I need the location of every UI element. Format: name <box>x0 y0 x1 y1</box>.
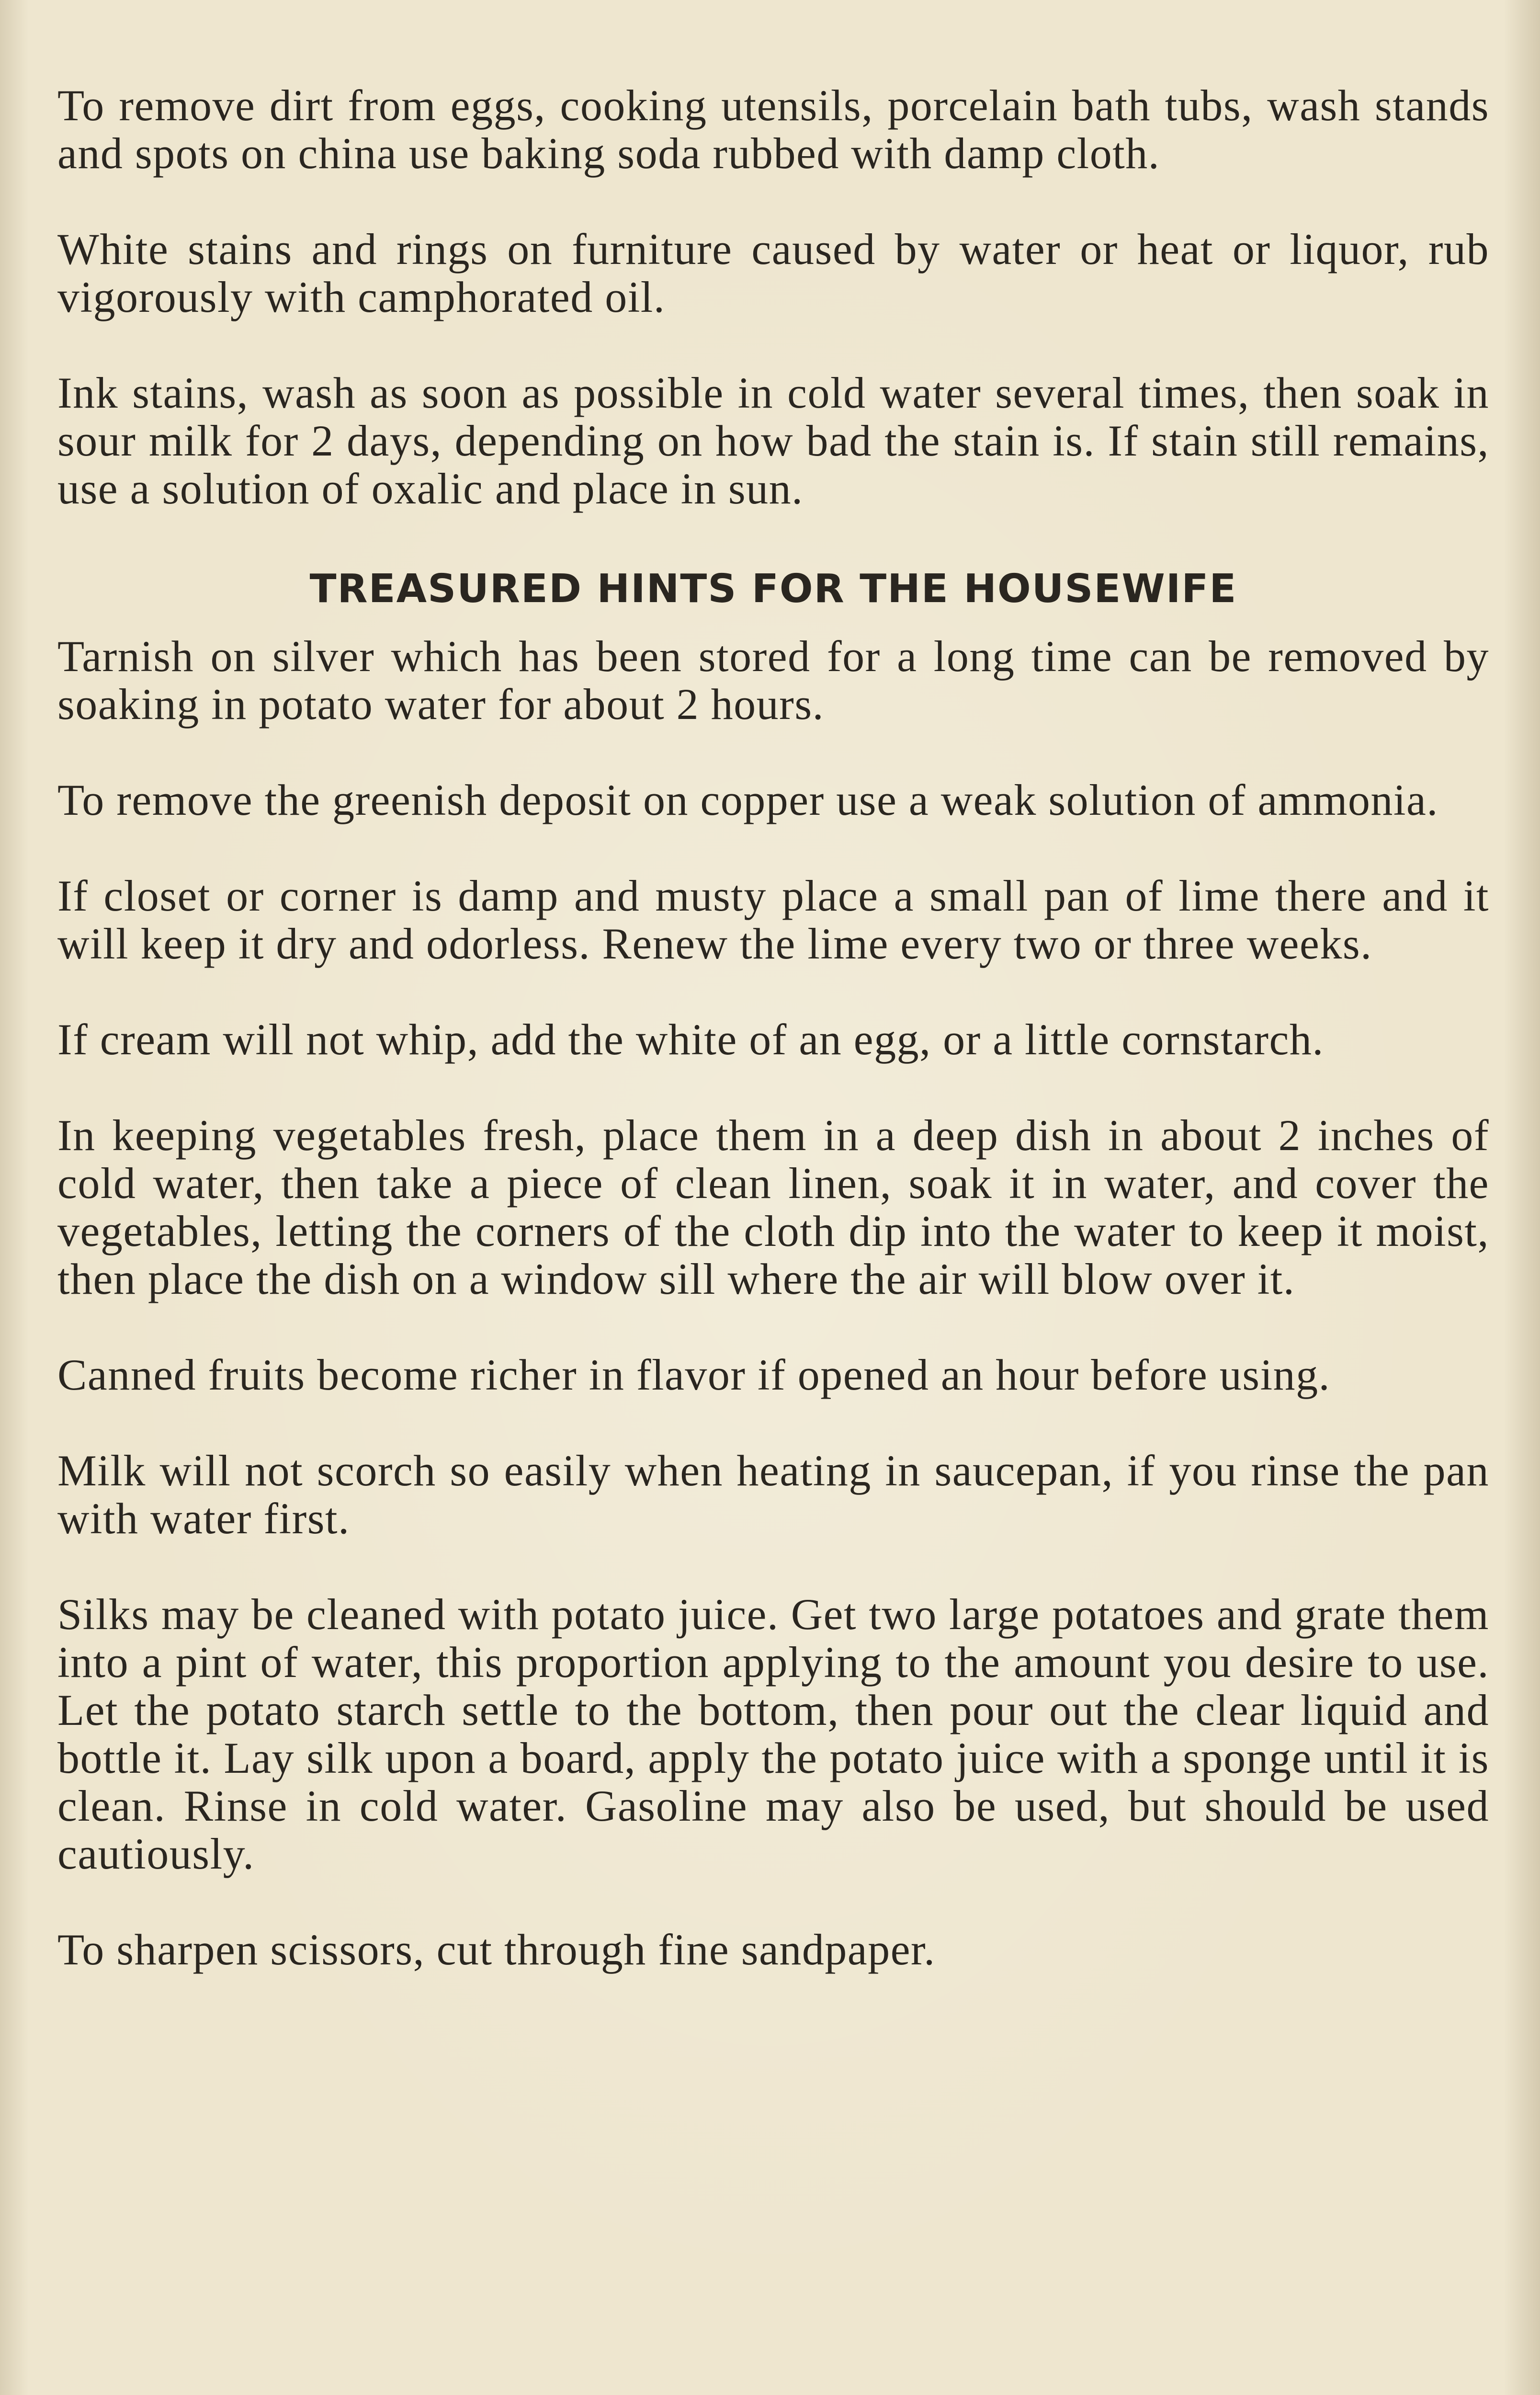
hint-paragraph-closet: If closet or corner is damp and musty place a small pan of lime there and it will keep it dry and odorless. Renew the lime every two or three weeks. <box>57 871 1489 968</box>
tip-paragraph-ink-stains: Ink stains, wash as soon as possible in cold water several times, then soak in sour milk for 2 days, depending on how bad the stain is. If stain still remains, use a solution of oxalic and place in sun. <box>57 368 1489 513</box>
page-content <box>57 81 1489 1973</box>
hint-paragraph-copper: To remove the greenish deposit on copper use a weak solution of ammonia. <box>57 776 1438 824</box>
tip-paragraph-white-stains: White stains and rings on furniture caused by water or heat or liquor, rub vigorously with camphorated oil. <box>57 225 1489 321</box>
hint-paragraph-cream: If cream will not whip, add the white of an egg, or a little cornstarch. <box>57 1015 1324 1064</box>
hint-paragraph-milk: Milk will not scorch so easily when heating in saucepan, if you rinse the pan with water first. <box>57 1446 1489 1543</box>
tip-paragraph-eggs: To remove dirt from eggs, cooking utensils, porcelain bath tubs, wash stands and spots on china use baking soda rubbed with damp cloth. <box>57 81 1489 178</box>
hint-paragraph-silver: Tarnish on silver which has been stored for a long time can be removed by soaking in potato water for about 2 hours. <box>57 632 1489 729</box>
hint-paragraph-silks: Silks may be cleaned with potato juice. Get two large potatoes and grate them into a pint of water, this proportion applying to the amount you desire to use. Let the potato starch settle to the bottom, then pour out the clear liquid and bottle it. Lay silk upon a board, apply the potato juice with a sponge until it is clean. Rinse in cold water. Gasoline may also be used, but should be used cautiously. <box>57 1590 1489 1878</box>
hint-paragraph-vegetables: In keeping vegetables fresh, place them in a deep dish in about 2 inches of cold water, then take a piece of clean linen, soak it in water, and cover the vegetables, letting the corners of the cloth dip into the water to keep it moist, then place the dish on a window sill where the air will blow over it. <box>57 1111 1489 1303</box>
hint-paragraph-canned-fruits: Canned fruits become richer in flavor if opened an hour before using. <box>57 1350 1331 1399</box>
section-heading: TREASURED HINTS FOR THE HOUSEWIFE <box>309 566 1237 612</box>
hint-paragraph-scissors: To sharpen scissors, cut through fine sandpaper. <box>57 1925 936 1974</box>
